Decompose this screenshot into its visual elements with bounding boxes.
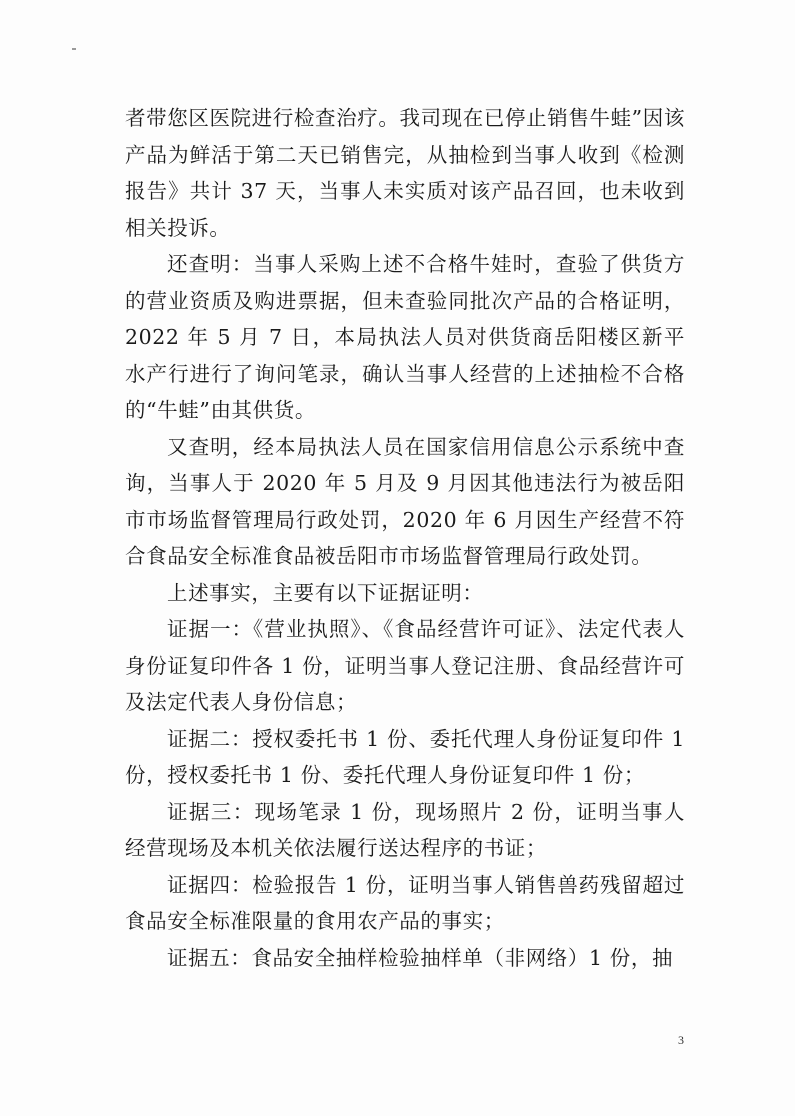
page-number: 3 — [678, 1033, 684, 1047]
paragraph-evidence-4: 证据四：检验报告 1 份，证明当事人销售兽药残留超过食品安全标准限量的食用农产品的事实； — [125, 872, 685, 933]
paragraph-evidence-2: 证据二：授权委托书 1 份、委托代理人身份证复印件 1 份，授权委托书 1 份、委托代理人身份证复印件 1 份； — [125, 726, 685, 787]
scan-mark — [72, 48, 76, 50]
paragraph-further-findings: 还查明：当事人采购上述不合格牛娃时，查验了供货方的营业资质及购进票据，但未查验同批次产品的合格证明，2022 年 5 月 7 日，本局执法人员对供货商岳阳楼区新平水产行进行了询问笔录，确认当事人经营的上述抽检不合格的“牛蛙”由其供货。 — [125, 252, 685, 422]
paragraph-credit-record: 又查明，经本局执法人员在国家信用信息公示系统中查询，当事人于 2020 年 5 月及 9 月因其他违法行为被岳阳市市场监督管理局行政处罚，2020 年 6 月因生产经营不符合食品安全标准食品被岳阳市市场监督管理局行政处罚。 — [125, 434, 685, 568]
paragraph-evidence-5: 证据五：食品安全抽样检验抽样单（非网络）1 份，抽 — [167, 945, 674, 970]
paragraph-evidence-1: 证据一：《营业执照》、《食品经营许可证》、法定代表人身份证复印件各 1 份，证明当事人登记注册、食品经营许可及法定代表人身份信息； — [125, 617, 685, 714]
paragraph-evidence-3: 证据三：现场笔录 1 份，现场照片 2 份，证明当事人经营现场及本机关依法履行送达程序的书证； — [125, 799, 685, 860]
body-text — [125, 100, 685, 976]
paragraph-continuation: 者带您区医院进行检查治疗。我司现在已停止销售牛蛙”因该产品为鲜活于第二天已销售完，从抽检到当事人收到《检测报告》共计 37 天，当事人未实质对该产品召回，也未收到相关投诉。 — [125, 106, 685, 240]
paragraph-evidence-intro: 上述事实，主要有以下证据证明： — [167, 580, 484, 605]
